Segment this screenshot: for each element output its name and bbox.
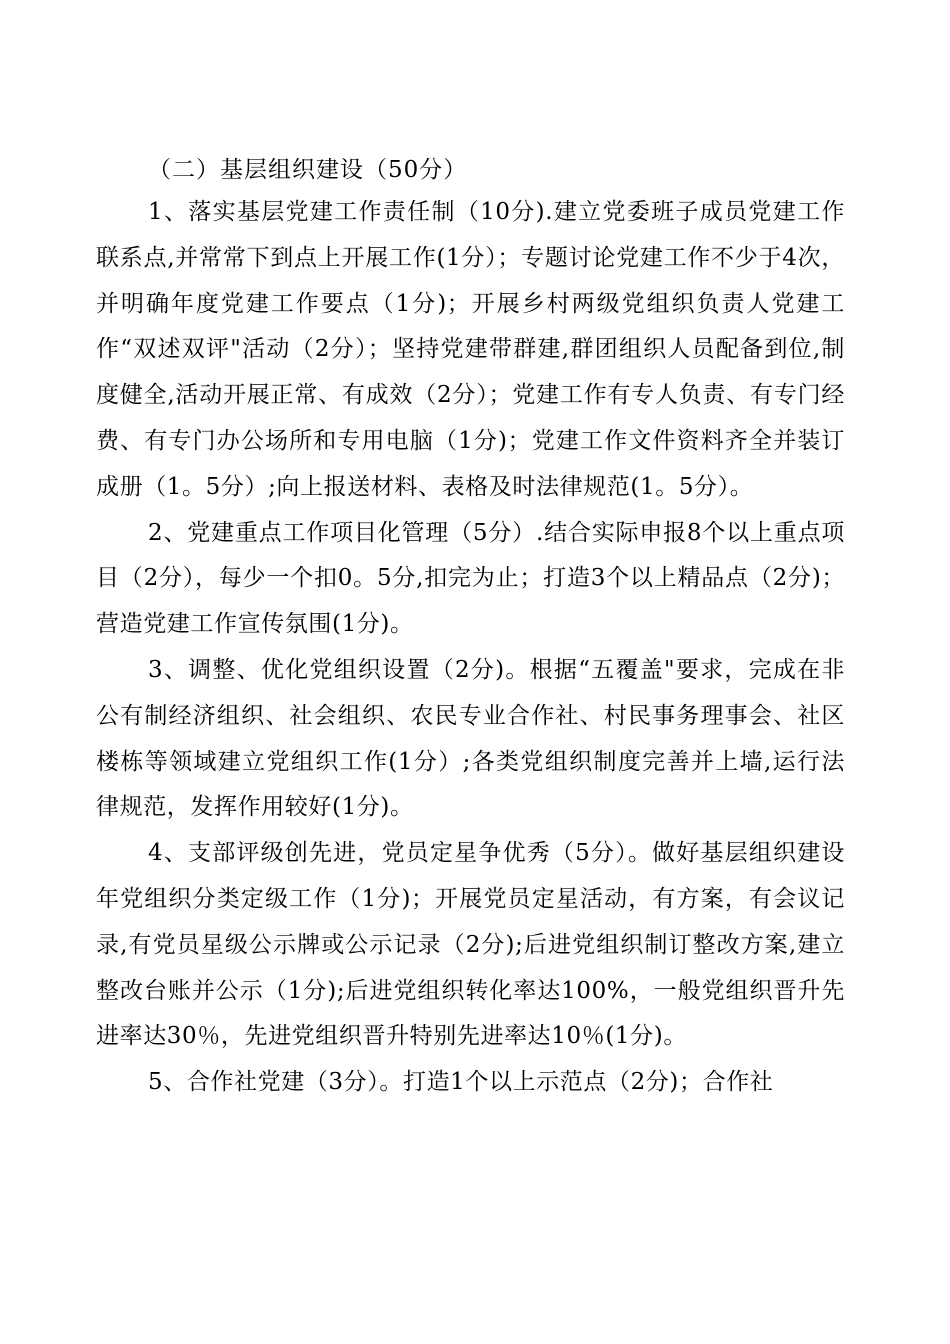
- document-page: [96, 150, 845, 1106]
- paragraph-2: 2、党建重点工作项目化管理（5分）.结合实际申报8个以上重点项目（2分），每少一个扣0。5分,扣完为止；打造3个以上精品点（2分)；营造党建工作宣传氛围(1分)。: [96, 519, 845, 638]
- section-title: （二）基层组织建设（50分）: [148, 157, 468, 183]
- paragraph-1: 1、落实基层党建工作责任制（10分).建立党委班子成员党建工作联系点,并常常下到点上开展工作(1分）；专题讨论党建工作不少于4次，并明确年度党建工作要点（1分)；开展乡村两级党组织负责人党建工作“双述双评"活动（2分）；坚持党建带群建,群团组织人员配备到位,制度健全,活动开展正常、有成效（2分）；党建工作有专人负责、有专门经费、有专门办公场所和专用电脑（1分)；党建工作文件资料齐全并装订成册（1。5分）;向上报送材料、表格及时法律规范(1。5分）。: [96, 199, 845, 500]
- paragraph-3: 3、调整、优化党组织设置（2分)。根据“五覆盖"要求，完成在非公有制经济组织、社会组织、农民专业合作社、村民事务理事会、社区楼栋等领域建立党组织工作(1分）;各类党组织制度完善并上墙,运行法律规范，发挥作用较好(1分)。: [96, 656, 845, 821]
- paragraph-4: 4、支部评级创先进，党员定星争优秀（5分）。做好基层组织建设年党组织分类定级工作（1分)；开展党员定星活动，有方案，有会议记录,有党员星级公示牌或公示记录（2分);后进党组织制订整改方案,建立整改台账并公示（1分);后进党组织转化率达100%，一般党组织晋升先进率达30％，先进党组织晋升特别先进率达10％(1分)。: [96, 840, 845, 1050]
- paragraph-5: 5、合作社党建（3分）。打造1个以上示范点（2分)；合作社: [148, 1069, 774, 1096]
